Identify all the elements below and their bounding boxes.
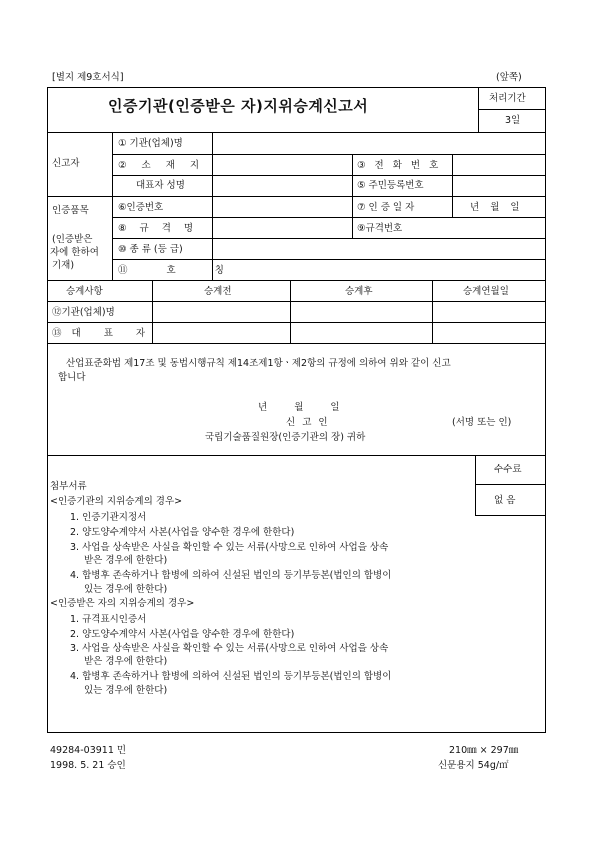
list-item: 받은 경우에 한한다) [84, 555, 168, 566]
field-spec-no-label: ⑨규격번호 [357, 223, 403, 234]
list-item: 3. 사업을 상속받은 사실을 확인할 수 있는 서류(사망으로 인하여 사업을 상속 [70, 542, 389, 553]
fee-label: 수수료 [494, 464, 522, 475]
page-side: (앞쪽) [496, 72, 522, 83]
field-rep-name-label: 대표자 성명 [136, 180, 185, 191]
declaration-line-1: 산업표준화법 제17조 및 동법시행규칙 제14조제1항ㆍ제2항의 규정에 의하여 위와 같이 신고 [66, 358, 451, 369]
col-after: 승계후 [345, 286, 373, 297]
col-succession-item: 승계사항 [66, 286, 103, 297]
list-item: 2. 양도양수계약서 사본(사업을 양수한 경우에 한한다) [70, 527, 295, 538]
field-designation-label: ⑪ 호 칭 [118, 265, 242, 276]
list-item: 4. 합병후 존속하거나 합병에 의하여 신설된 법인의 등기부등본(법인의 합병이 [70, 671, 392, 682]
paper-type: 신문용지 54g/㎡ [438, 760, 509, 771]
row-org-name: ⑫기관(업체)명 [52, 307, 115, 318]
fee-value: 없 음 [494, 495, 516, 506]
list-item: 받은 경우에 한한다) [84, 656, 168, 667]
product-label: 인증품목 [52, 205, 89, 216]
group1-title: <인증기관의 지위승계의 경우> [50, 496, 183, 507]
field-org-name-label: ① 기관(업체)명 [118, 138, 183, 149]
declaration-line-2: 합니다 [58, 372, 86, 383]
col-before: 승계전 [204, 286, 232, 297]
col-date: 승계연월일 [463, 286, 509, 297]
field-phone-label: ③ 전 화 번 호 [357, 160, 442, 171]
field-cert-date-label: ⑦ 인 증 일 자 [357, 202, 415, 213]
list-item: 있는 경우에 한한다) [84, 584, 168, 595]
signature-label: (서명 또는 인) [452, 417, 512, 428]
form-code: 49284-03911 민 [50, 745, 127, 756]
recipient: 국립기술품질원장(인증기관의 장) 귀하 [205, 432, 366, 443]
product-note-3: 기재) [52, 260, 75, 271]
list-item: 2. 양도양수계약서 사본(사업을 양수한 경우에 한한다) [70, 629, 295, 640]
form-title: 인증기관(인증받은 자)지위승계신고서 [108, 97, 369, 115]
list-item: 4. 합병후 존속하거나 합병에 의하여 신설된 법인의 등기부등본(법인의 합병이 [70, 570, 392, 581]
field-address-label: ② 소 재 지 [118, 160, 206, 171]
approval-date: 1998. 5. 21 승인 [50, 760, 126, 771]
field-cert-date-placeholder: 년 월 일 [470, 202, 524, 213]
field-spec-name-label: ⑧ 규 격 명 [118, 223, 199, 234]
field-cert-no-label: ⑥인증번호 [118, 202, 164, 213]
product-note-1: (인증받은 [52, 234, 93, 245]
processing-value: 3일 [505, 115, 521, 126]
list-item: 있는 경우에 한한다) [84, 685, 168, 696]
applicant-label: 신고자 [52, 158, 80, 169]
attachments-heading: 첨부서류 [50, 481, 87, 492]
processing-label: 처리기간 [489, 93, 526, 104]
group2-title: <인증받은 자의 지위승계의 경우> [50, 598, 195, 609]
row-representative: ⑬대 표 자 [52, 328, 156, 339]
reporter-label: 신 고 인 [286, 417, 330, 428]
paper-size: 210㎜ × 297㎜ [449, 745, 519, 756]
list-item: 1. 인증기관지정서 [70, 512, 147, 523]
declaration-date: 년 월 일 [258, 402, 352, 413]
field-resident-no-label: ⑤ 주민등록번호 [357, 180, 424, 191]
list-item: 3. 사업을 상속받은 사실을 확인할 수 있는 서류(사망으로 인하여 사업을 상속 [70, 643, 389, 654]
form-id: [별지 제9호서식] [52, 72, 124, 83]
product-note-2: 자에 한하여 [50, 247, 99, 258]
field-type-grade-label: ⑩ 종 류 (등 급) [118, 244, 183, 255]
list-item: 1. 규격표시인증서 [70, 614, 147, 625]
